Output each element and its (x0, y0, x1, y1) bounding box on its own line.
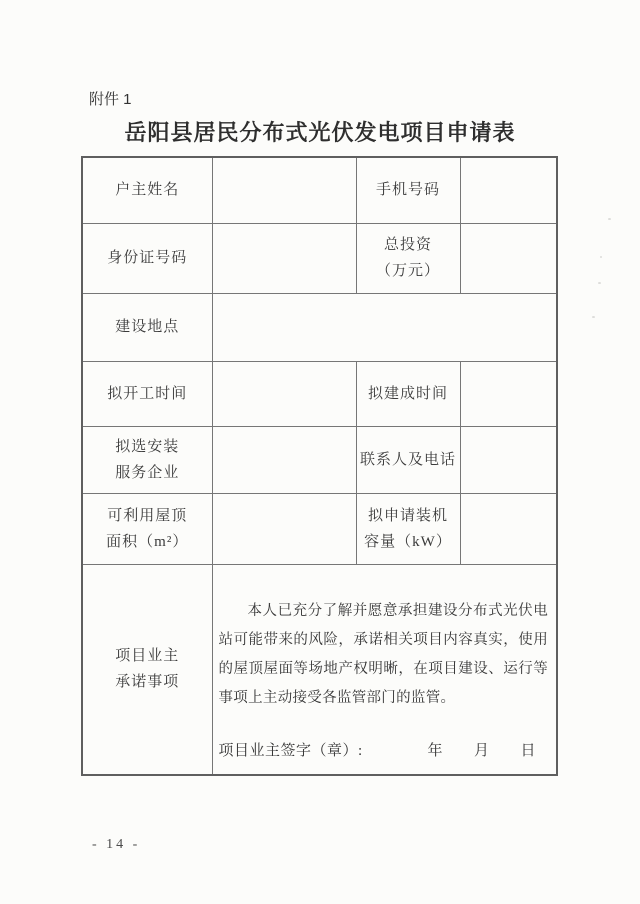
table-row (82, 157, 557, 223)
commitment-paragraph: 本人已充分了解并愿意承担建设分布式光伏电站可能带来的风险，承诺相关项目内容真实，使用的屋顶屋面等场地产权明晰，在项目建设、运行等事项上主动接受各监管部门的监管。 (218, 602, 548, 706)
date-placeholders (427, 739, 536, 760)
field-label-planned-start-date: 拟开工时间 (82, 361, 212, 426)
table-row (82, 361, 557, 426)
page-title: 岳阳县居民分布式光伏发电项目申请表 (124, 120, 516, 145)
field-value-id-number (212, 223, 356, 293)
attachment-label: 附件 1 (89, 91, 132, 108)
field-label-installation-enterprise: 拟选安装 服务企业 (82, 426, 212, 493)
table-row (82, 293, 557, 361)
month-label: 月 (473, 742, 490, 759)
scan-speck (608, 218, 611, 220)
field-value-contact-phone (460, 426, 557, 493)
field-value-mobile-number (460, 157, 557, 223)
scan-speck (600, 256, 602, 258)
signature-label: 项目业主签字（章）: (218, 742, 363, 759)
day-label: 日 (520, 742, 536, 759)
table-row (82, 426, 557, 493)
field-label-mobile-number: 手机号码 (356, 157, 460, 223)
scan-speck (592, 316, 595, 318)
field-label-installed-capacity: 拟申请装机 容量（kW） (356, 493, 460, 564)
field-label-construction-site: 建设地点 (82, 293, 212, 361)
field-value-roof-area (212, 493, 356, 564)
field-value-installed-capacity (460, 493, 557, 564)
field-label-planned-completion-date: 拟建成时间 (356, 361, 460, 426)
table-row (82, 564, 557, 775)
commitment-cell (212, 564, 557, 775)
year-label: 年 (427, 742, 443, 759)
table-row (82, 223, 557, 293)
field-label-total-investment: 总投资 （万元） (356, 223, 460, 293)
application-form-table (81, 156, 558, 776)
field-value-installation-enterprise (212, 426, 356, 493)
scan-speck (598, 282, 601, 284)
field-label-id-number: 身份证号码 (82, 223, 212, 293)
field-label-owner-name: 户主姓名 (82, 157, 212, 223)
field-value-owner-name (212, 157, 356, 223)
table-row (82, 493, 557, 564)
field-value-total-investment (460, 223, 557, 293)
field-label-contact-phone: 联系人及电话 (356, 426, 460, 493)
field-value-planned-start-date (212, 361, 356, 426)
page-number: - 14 - (92, 837, 141, 852)
signature-row (219, 739, 549, 761)
field-value-construction-site (212, 293, 557, 361)
field-label-owner-commitment: 项目业主 承诺事项 (82, 564, 212, 775)
field-label-roof-area: 可利用屋顶 面积（m²） (82, 493, 212, 564)
field-value-planned-completion-date (460, 361, 557, 426)
